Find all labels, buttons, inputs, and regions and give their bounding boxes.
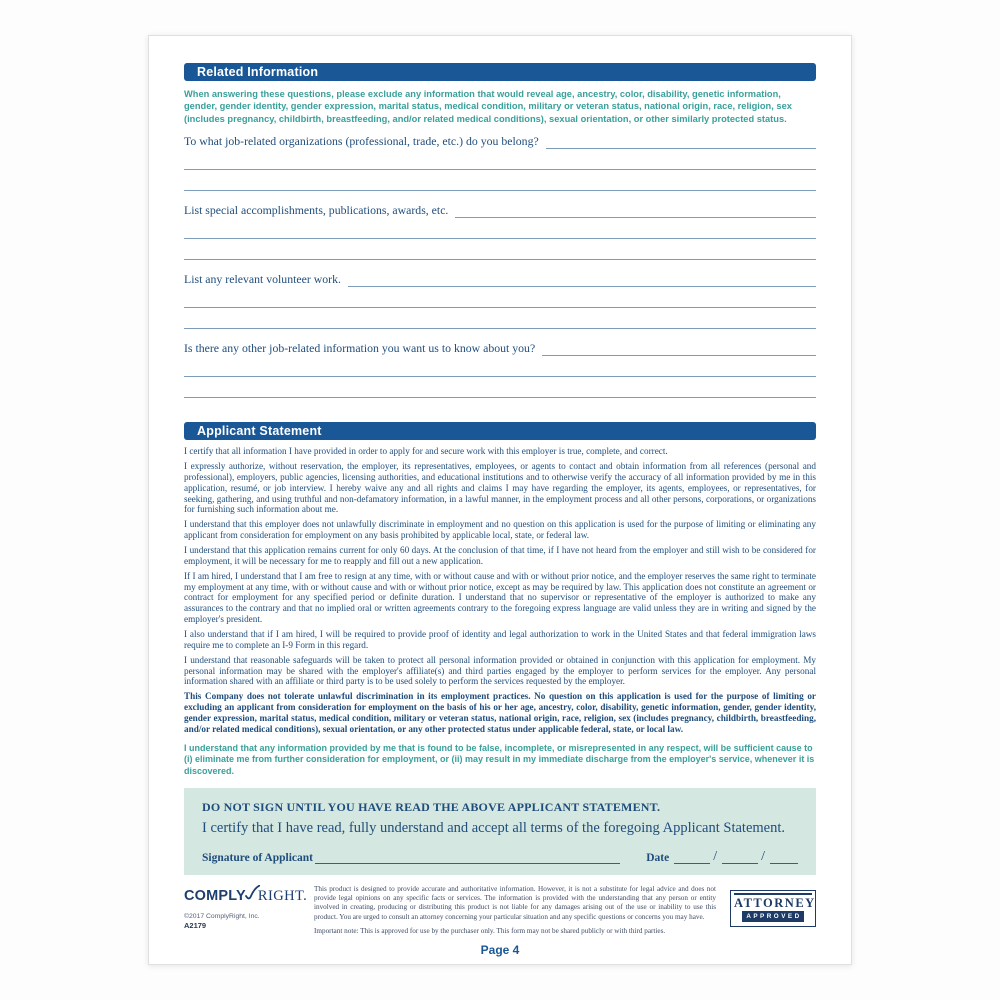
signature-line — [315, 851, 620, 864]
question-block — [184, 134, 816, 191]
logo-comply-text: COMPLY — [184, 887, 246, 904]
certify-statement: I certify that I have read, fully understand and accept all terms of the foregoing Applicant Statement. — [202, 819, 786, 836]
badge-approved-text: APPROVED — [742, 911, 804, 922]
date-slash: / — [761, 848, 765, 864]
statement-paragraph: I certify that all information I have provided in order to apply for and secure work with this employer is true, complete, and correct. — [184, 446, 668, 457]
ruled-line — [184, 218, 816, 239]
statement-paragraph: I also understand that if I am hired, I will be required to provide proof of identity and legal authorization to work in the United States and that federal immigration laws require me to complete an I-9 Form in this regard. — [184, 628, 816, 650]
related-information-header: Related Information — [184, 63, 816, 81]
page-number: Page 4 — [480, 943, 520, 958]
statement-paragraph-nondiscrimination: This Company does not tolerate unlawful discrimination in its employment practices. No question on this application is used for the purpose of limiting or excluding an applicant from consideration for employment on the basis of his or her age, ancestry, color, disability, genetic information, gender, gender identity, gender expression, marital status, medical condition, military or veteran status, national origin, race, religion, sex (includes pregnancy, childbirth, breastfeeding, and/or related medical conditions), sexual orientation, or any other protected status under applicable federal, state, or local law. — [184, 691, 816, 734]
question-block — [184, 272, 816, 329]
ruled-line — [184, 287, 816, 308]
ruled-line — [184, 170, 816, 191]
question-label: List special accomplishments, publications, awards, etc. — [184, 203, 449, 218]
signature-label: Signature of Applicant — [202, 851, 313, 864]
logo-right-text: RIGHT. — [257, 887, 308, 904]
attorney-approved-badge — [730, 890, 816, 927]
date-slash: / — [713, 848, 718, 864]
ruled-line — [184, 377, 816, 398]
ruled-line — [184, 239, 816, 260]
do-not-sign-warning: DO NOT SIGN UNTIL YOU HAVE READ THE ABOVE APPLICANT STATEMENT. — [202, 799, 661, 814]
complyright-logo — [184, 885, 308, 907]
statement-paragraph-falsification: I understand that any information provided by me that is found to be false, incomplete, or misrepresented in any respect, will be sufficient cause to (i) eliminate me from further consideration for employment, or (ii) may result in my immediate discharge from the employer's service, whenever it is discovered. — [184, 742, 815, 777]
ruled-line — [184, 308, 816, 329]
ruled-line — [184, 149, 816, 170]
statement-paragraph: I expressly authorize, without reservation, the employer, its representatives, employees, or agents to contact and obtain information from all references (personal and professional), employers, public agencies, licensing authorities, and educational institutions and to otherwise verify the accuracy of all information provided by me in this application, resumé, or job interview. I hereby waive any and all rights and claims I may have regarding the employer, its agents, employees, or representatives, for seeking, gathering, and using truthful and non-defamatory information, in a lawful manner, in the employment process and all other persons, corporations, or organizations for furnishing such information about me. — [184, 460, 816, 515]
statement-paragraph: I understand that this application remains current for only 60 days. At the conclusion of that time, if I have not heard from the employer and still wish to be considered for employment, it will be necessary for me to reapply and fill out a new application. — [184, 544, 816, 566]
form-number: A2179 — [184, 920, 207, 930]
statement-paragraph: I understand that this employer does not unlawfully discriminate in employment and no question on this application is used for the purpose of limiting or eliminating any applicant from consideration for employment on any basis prohibited by applicable local, state, or federal law. — [184, 519, 816, 541]
question-label: To what job-related organizations (professional, trade, etc.) do you belong? — [184, 134, 539, 149]
date-line — [674, 851, 710, 864]
applicant-statement-header: Applicant Statement — [184, 422, 816, 440]
date-line — [770, 851, 798, 864]
statement-paragraph: I understand that reasonable safeguards will be taken to protect all personal information provided or obtained in conjunction with this application for employment. My personal information may be shared with the employer's affiliate(s) and third parties engaged by the employer to perform services for the employer. Any personal information shared with an affiliate or third party is to be used solely to perform the services requested by the employer. — [184, 654, 816, 687]
important-note: Important note: This is approved for use by the purchaser only. This form may not be shared publicly or with third parties. — [314, 927, 666, 936]
related-intro-note: When answering these questions, please exclude any information that would reveal age, ancestry, color, disability, genetic information, gender, gender identity, gender expression, marital status, medical condition, military or veteran status, national origin, race, religion, sex (includes pregnancy, childbirth, breastfeeding, and/or related medical conditions), sexual orientation, or other similarly protected status. — [184, 89, 792, 124]
question-label: List any relevant volunteer work. — [184, 272, 341, 287]
answer-line — [348, 274, 816, 287]
ruled-line — [184, 356, 816, 377]
date-label: Date — [646, 851, 670, 864]
question-label: Is there any other job-related information you want us to know about you? — [184, 341, 536, 356]
answer-line — [542, 343, 816, 356]
page-footer — [184, 885, 816, 935]
question-block — [184, 341, 816, 398]
answer-line — [546, 136, 816, 149]
form-sheet — [148, 35, 852, 965]
copyright-text: ©2017 ComplyRight, Inc. — [184, 912, 260, 920]
answer-line — [455, 205, 816, 218]
statement-paragraph: If I am hired, I understand that I am free to resign at any time, with or without cause and with or without prior notice, and the employer reserves the same right to terminate my employment at any time, with or without cause and with or without prior notice, except as may be required by law. This application does not constitute an agreement or contract for employment for any specified period or definite duration. I understand that no supervisor or representative of the employer is authorized to make any assurances to the contrary and that no implied oral or written agreements contrary to the foregoing express language are valid unless they are in writing and signed by the employer's president. — [184, 570, 816, 625]
question-block — [184, 203, 816, 260]
legal-disclaimer: This product is designed to provide accurate and authoritative information. However, it is not a substitute for legal advice and does not provide legal opinions on any specific facts or services. The information is provided with the understanding that any person or entity involved in creating, producing or distributing this product is not liable for any damages arising out of the use or inability to use this product. You are urged to consult an attorney concerning your particular situation and any specific questions or concerns you may have. — [314, 884, 716, 921]
signature-box — [184, 788, 816, 875]
badge-attorney-text: ATTORNEY — [734, 893, 812, 911]
date-line — [722, 851, 758, 864]
